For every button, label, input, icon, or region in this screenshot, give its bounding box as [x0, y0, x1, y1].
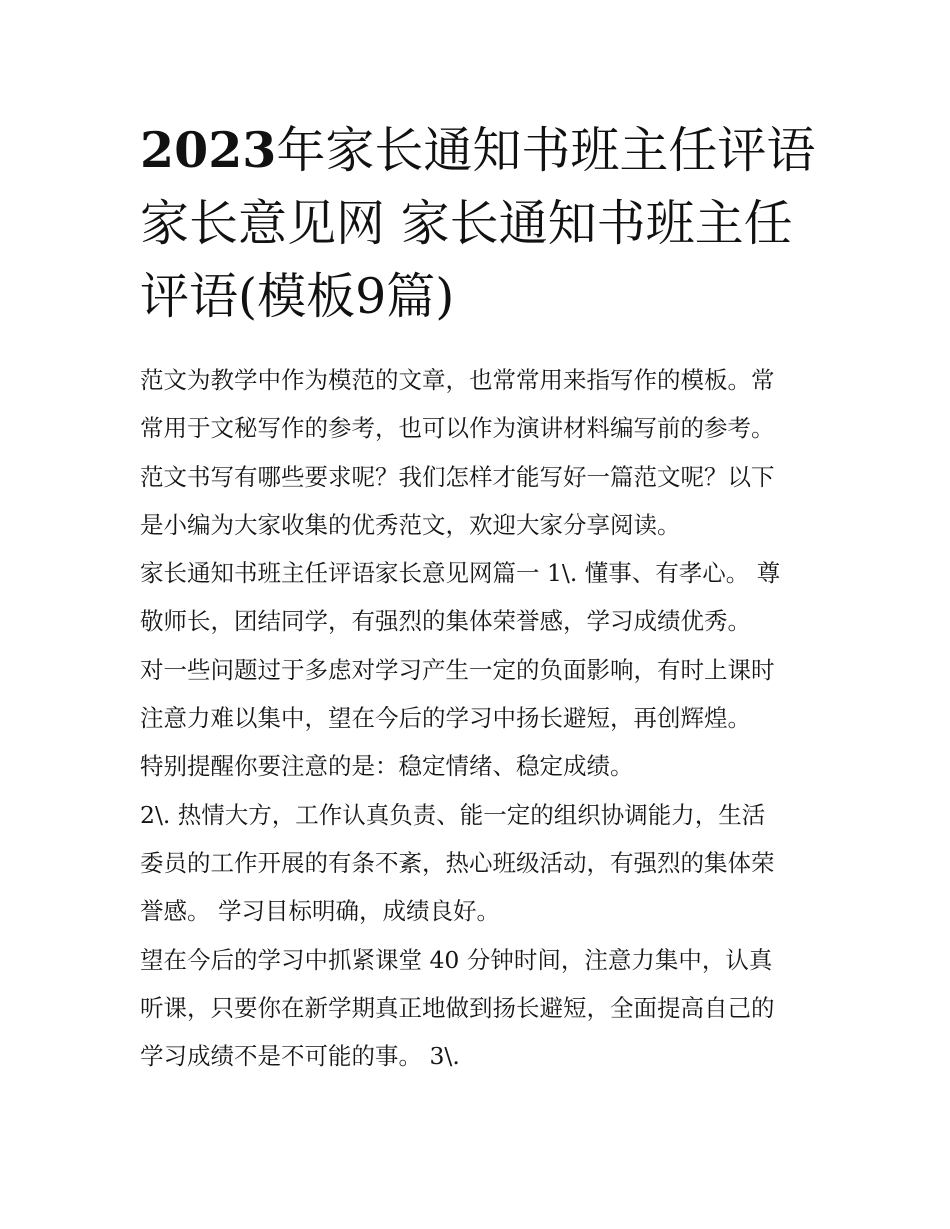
title-line: 评语(模板9篇)	[140, 268, 455, 325]
body-line: 家长通知书班主任评语家长意见网篇一 1\. 懂事、有孝心。 尊	[140, 559, 781, 588]
body-line: 特别提醒你要注意的是：稳定情绪、稳定成绩。	[140, 752, 634, 781]
body-line: 学习成绩不是不可能的事。 3\.	[140, 1042, 460, 1071]
body-line: 常用于文秘写作的参考，也可以作为演讲材料编写前的参考。	[140, 414, 775, 443]
title-year: 2023	[140, 121, 277, 179]
body-line: 敬师长，团结同学，有强烈的集体荣誉感，学习成绩优秀。	[140, 607, 751, 636]
body-line: 是小编为大家收集的优秀范文，欢迎大家分享阅读。	[140, 510, 681, 539]
body-line: 委员的工作开展的有条不紊，热心班级活动，有强烈的集体荣	[140, 848, 775, 877]
body-line: 范文书写有哪些要求呢？我们怎样才能写好一篇范文呢？以下	[140, 462, 775, 491]
body-line: 2\. 热情大方，工作认真负责、能一定的组织协调能力，生活	[140, 800, 766, 829]
title-line: 家长意见网 家长通知书班主任	[140, 195, 793, 252]
document-body	[140, 356, 820, 1080]
body-line: 对一些问题过于多虑对学习产生一定的负面影响，有时上课时	[140, 655, 775, 684]
body-line: 范文为教学中作为模范的文章，也常常用来指写作的模板。常	[140, 366, 775, 394]
title-line: 2023年家长通知书班主任评语	[140, 121, 816, 179]
body-line: 听课，只要你在新学期真正地做到扬长避短，全面提高自己的	[140, 993, 775, 1022]
document-title	[140, 114, 820, 333]
body-line: 誉感。 学习目标明确，成绩良好。	[140, 897, 500, 926]
body-line: 望在今后的学习中抓紧课堂 40 分钟时间，注意力集中，认真	[140, 945, 773, 974]
body-line: 注意力难以集中，望在今后的学习中扬长避短，再创辉煌。	[140, 704, 751, 733]
